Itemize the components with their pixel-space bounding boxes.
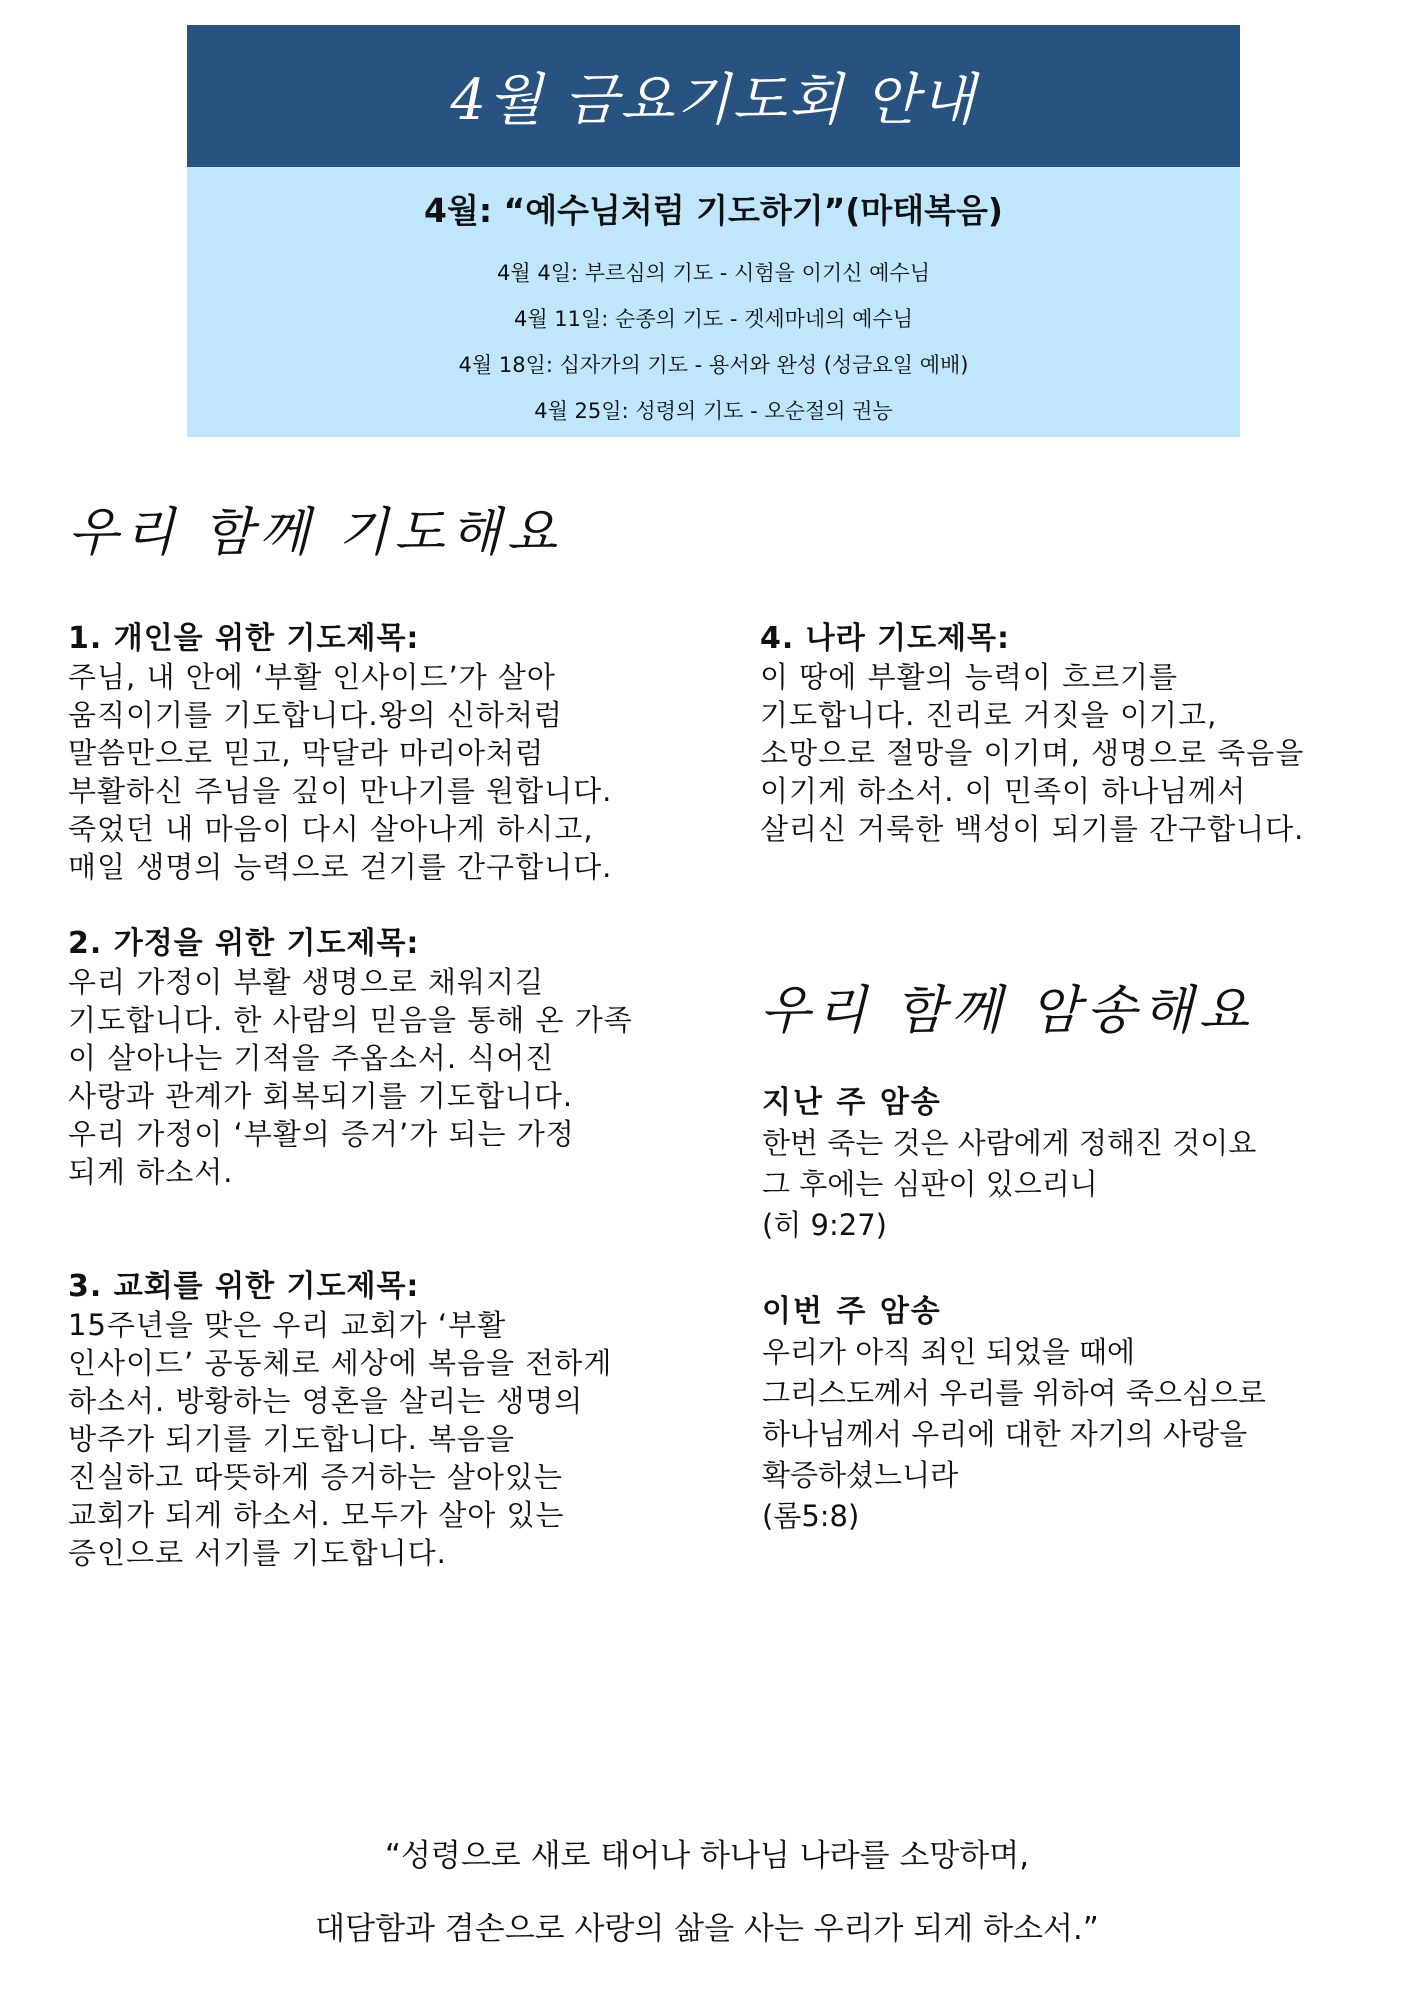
prayer-line: 움직이기를 기도합니다.왕의 신하처럼: [68, 698, 563, 732]
prayer-line: 기도합니다. 한 사람의 믿음을 통해 온 가족: [68, 1003, 633, 1037]
pray-together-title: 우리 함께 기도해요: [68, 503, 563, 563]
prayer-line: 사랑과 관계가 회복되기를 기도합니다.: [68, 1079, 574, 1113]
prayer-line: 죽었던 내 마음이 다시 살아나게 하시고,: [68, 812, 594, 846]
verse-line: 우리가 아직 죄인 되었을 때에: [762, 1335, 1136, 1369]
verse-reference: (롬5:8): [762, 1499, 860, 1533]
schedule-item: 4월 11일: 순종의 기도 - 겟세마네의 예수님: [513, 307, 914, 331]
verse-line: 한번 죽는 것은 사람에게 정해진 것이요: [762, 1126, 1257, 1160]
verse-line: 하나님께서 우리에 대한 자기의 사랑을: [762, 1417, 1248, 1451]
prayer-line: 매일 생명의 능력으로 걷기를 간구합니다.: [68, 850, 613, 884]
closing-line: 대담함과 겸손으로 사랑의 삶을 사는 우리가 되게 하소서.”: [315, 1911, 1099, 1947]
prayer-line: 우리 가정이 ‘부활의 증거’가 되는 가정: [68, 1117, 575, 1151]
prayer-line: 방주가 되기를 기도합니다. 복음을: [68, 1422, 516, 1456]
prayer-line: 이 살아나는 기적을 주옵소서. 식어진: [68, 1041, 555, 1075]
prayer-line: 살리신 거룩한 백성이 되기를 간구합니다.: [760, 812, 1305, 846]
prayer-line: 소망으로 절망을 이기며, 생명으로 죽음을: [760, 736, 1305, 770]
prayer-nation: [760, 620, 1380, 848]
prayer-heading: 1. 개인을 위한 기도제목:: [68, 621, 420, 656]
monthly-theme: 4월: “예수님처럼 기도하기”(마태복음): [424, 191, 1003, 230]
prayer-line: 증인으로 서기를 기도합니다.: [68, 1536, 447, 1570]
memorize-together-title: 우리 함께 암송해요: [760, 981, 1255, 1041]
prayer-line: 우리 가정이 부활 생명으로 채워지길: [68, 965, 545, 999]
prayer-line: 말씀만으로 믿고, 막달라 마리아처럼: [68, 736, 545, 770]
verse-line: 확증하셨느니라: [762, 1458, 959, 1492]
prayer-line: 15주년을 맞은 우리 교회가 ‘부활: [68, 1308, 507, 1342]
closing-prayer: [0, 1820, 1414, 1966]
verse-reference: (히 9:27): [762, 1208, 887, 1242]
prayer-line: 하소서. 방황하는 영혼을 살리는 생명의: [68, 1384, 584, 1418]
announcement-title: 4월 금요기도회 안내: [187, 25, 1240, 167]
schedule-item: 4월 18일: 십자가의 기도 - 용서와 완성 (성금요일 예배): [458, 353, 969, 377]
prayer-line: 주님, 내 안에 ‘부활 인사이드’가 살아: [68, 660, 556, 694]
prayer-heading: 4. 나라 기도제목:: [760, 621, 1011, 656]
prayer-personal: [68, 620, 708, 886]
prayer-line: 이 땅에 부활의 능력이 흐르기를: [760, 660, 1179, 694]
prayer-line: 부활하신 주님을 깊이 만나기를 원합니다.: [68, 774, 613, 808]
prayer-line: 이기게 하소서. 이 민족이 하나님께서: [760, 774, 1247, 808]
prayer-heading: 3. 교회를 위한 기도제목:: [68, 1269, 420, 1304]
schedule-panel: [187, 167, 1240, 437]
prayer-line: 진실하고 따뜻하게 증거하는 살아있는: [68, 1460, 563, 1494]
closing-line: “성령으로 새로 태어나 하나님 나라를 소망하며,: [384, 1838, 1030, 1874]
schedule-item: 4월 25일: 성령의 기도 - 오순절의 권능: [534, 399, 893, 423]
prayer-line: 되게 하소서.: [68, 1155, 234, 1189]
prayer-family: [68, 925, 708, 1191]
prayer-line: 교회가 되게 하소서. 모두가 살아 있는: [68, 1498, 565, 1532]
prayer-church: [68, 1268, 708, 1572]
verse-line: 그리스도께서 우리를 위하여 죽으심으로: [762, 1376, 1266, 1410]
memory-last-week: [762, 1082, 1382, 1246]
memory-this-week: [762, 1291, 1382, 1537]
schedule-item: 4월 4일: 부르심의 기도 - 시험을 이기신 예수님: [497, 261, 930, 285]
prayer-line: 인사이드’ 공동체로 세상에 복음을 전하게: [68, 1346, 613, 1380]
prayer-heading: 2. 가정을 위한 기도제목:: [68, 926, 420, 961]
memory-heading: 이번 주 암송: [762, 1294, 942, 1329]
prayer-line: 기도합니다. 진리로 거짓을 이기고,: [760, 698, 1218, 732]
verse-line: 그 후에는 심판이 있으리니: [762, 1167, 1098, 1201]
memory-heading: 지난 주 암송: [762, 1085, 942, 1120]
announcement-header: [187, 25, 1240, 437]
